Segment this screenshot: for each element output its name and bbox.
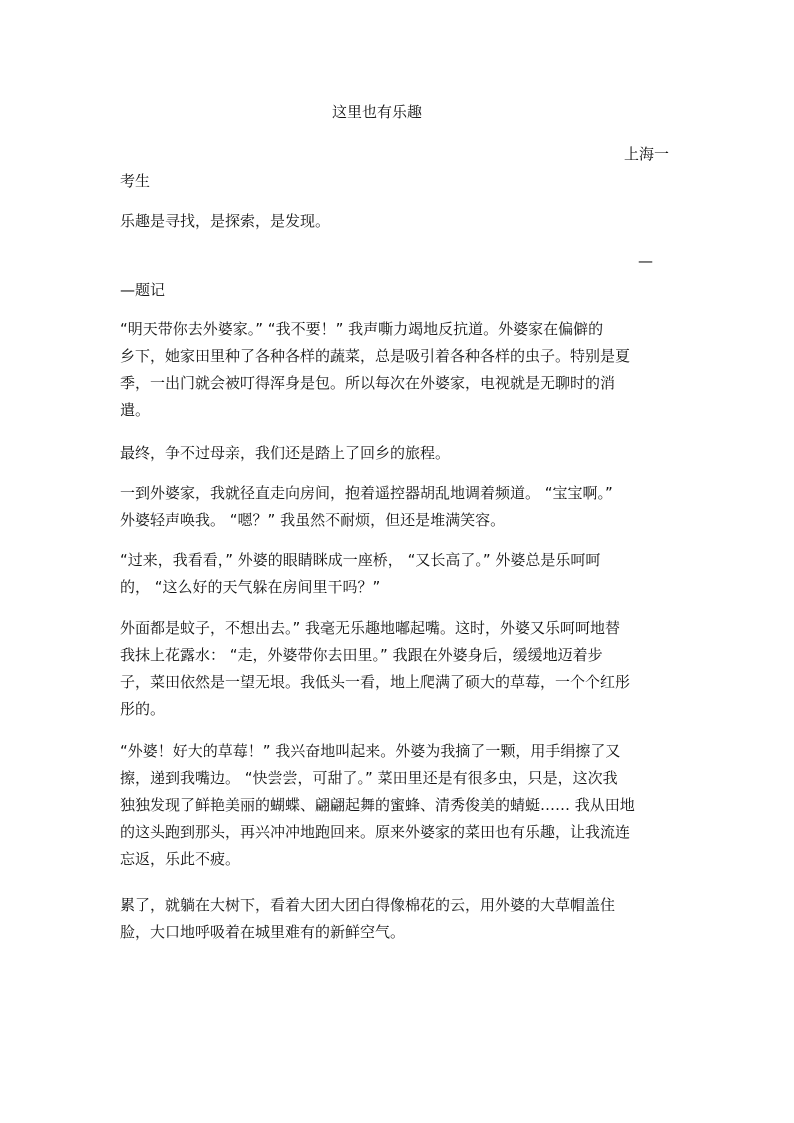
paragraph-line: “明天带你去外婆家。” “我不要！” 我声嘶力竭地反抗道。外婆家在偏僻的 — [120, 320, 604, 338]
paragraph-line: 季，一出门就会被叮得浑身是包。所以每次在外婆家，电视就是无聊时的消 — [120, 374, 616, 392]
paragraph — [120, 316, 680, 424]
paragraph-line: 乡下，她家田里种了各种各样的蔬菜，总是吸引着各种各样的虫子。特别是夏 — [120, 347, 631, 365]
author-byline-line2: 考生 — [120, 172, 151, 190]
author-byline-line1: 上海一 — [624, 145, 670, 163]
paragraph-line: 彤的。 — [120, 700, 166, 718]
paragraph-line: 累了，就躺在大树下，看着大团大团白得像棉花的云，用外婆的大草帽盖住 — [120, 896, 616, 914]
paragraph — [120, 547, 680, 601]
paragraph-line: 脸，大口地呼吸着在城里难有的新鲜空气。 — [120, 923, 406, 941]
paragraph-line: 最终，争不过母亲，我们还是踏上了回乡的旅程。 — [120, 444, 451, 462]
epigraph: 乐趣是寻找，是探索，是发现。 — [120, 212, 331, 230]
paragraph — [120, 440, 680, 467]
paragraph-line: 子，菜田依然是一望无垠。我低头一看，地上爬满了硕大的草莓，一个个红彤 — [120, 673, 631, 691]
paragraph-line: 我抹上花露水： “走，外婆带你去田里。” 我跟在外婆身后，缓缓地迈着步 — [120, 646, 603, 664]
paragraph — [120, 615, 680, 723]
paragraph-line: 的这头跑到那头，再兴冲冲地跑回来。原来外婆家的菜田也有乐趣，让我流连 — [120, 823, 631, 841]
paragraph-line: 的， “这么好的天气躲在房间里干吗？” — [120, 578, 381, 596]
paragraph-line: 忘返，乐此不疲。 — [120, 850, 241, 868]
paragraph-line: 擦，递到我嘴边。 “快尝尝，可甜了。” 菜田里还是有很多虫，只是，这次我 — [120, 769, 618, 787]
paragraph — [120, 892, 680, 946]
paragraph-line: 外婆轻声唤我。 “嗯？” 我虽然不耐烦，但还是堆满笑容。 — [120, 511, 506, 529]
paragraph-line: “外婆！好大的草莓！” 我兴奋地叫起来。外婆为我摘了一颗，用手绢擦了又 — [120, 742, 621, 760]
epigraph-signature-line1: — — [638, 252, 653, 270]
paragraph-line: 遣。 — [120, 401, 151, 419]
epigraph-signature-line2: —题记 — [120, 281, 166, 299]
paragraph — [120, 738, 680, 873]
paragraph-line: 外面都是蚊子，不想出去。” 我毫无乐趣地嘟起嘴。这时，外婆又乐呵呵地替 — [120, 619, 621, 637]
paragraph-line: “过来，我看看，” 外婆的眼睛眯成一座桥， “又长高了。” 外婆总是乐呵呵 — [120, 551, 601, 569]
paragraph — [120, 480, 680, 534]
paragraph-line: 独独发现了鲜艳美丽的蝴蝶、翩翩起舞的蜜蜂、清秀俊美的蜻蜓…… 我从田地 — [120, 796, 635, 814]
paragraph-line: 一到外婆家，我就径直走向房间，抱着遥控器胡乱地调着频道。 “宝宝啊。” — [120, 484, 613, 502]
document-title: 这里也有乐趣 — [331, 103, 422, 121]
